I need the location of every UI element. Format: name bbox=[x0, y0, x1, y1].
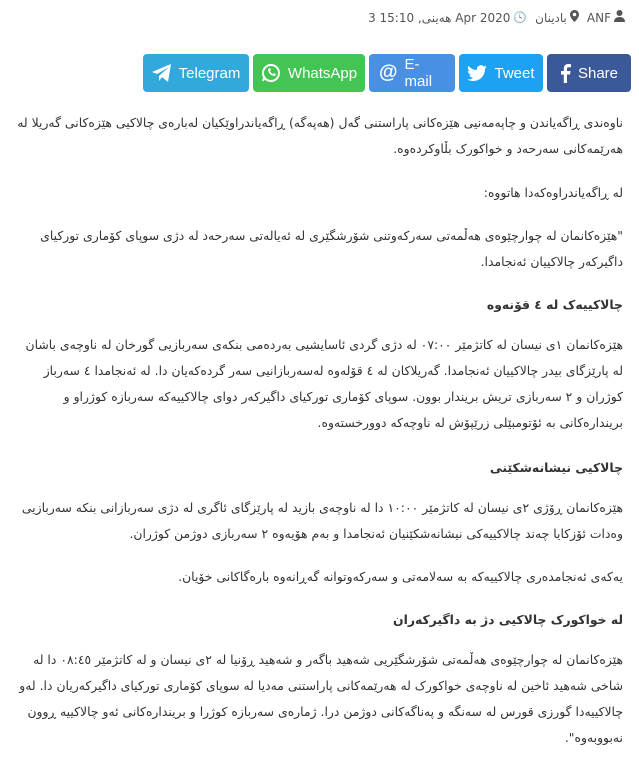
region-item bbox=[535, 10, 579, 25]
whatsapp-share-button[interactable] bbox=[253, 54, 365, 92]
region-text: بادینان bbox=[535, 10, 567, 25]
telegram-share-button[interactable] bbox=[143, 54, 249, 92]
share-bar bbox=[143, 54, 631, 92]
tweet-share-button[interactable] bbox=[459, 54, 543, 92]
facebook-share-button[interactable] bbox=[547, 54, 631, 92]
location-pin-icon bbox=[570, 10, 579, 25]
date-item bbox=[368, 11, 527, 25]
clock-icon: 🕓 bbox=[513, 11, 528, 24]
telegram-label: Telegram bbox=[178, 64, 241, 82]
whatsapp-icon bbox=[261, 63, 281, 83]
user-icon bbox=[614, 10, 625, 25]
facebook-icon bbox=[560, 64, 571, 83]
tweet-label: Tweet bbox=[494, 64, 535, 82]
date-text: 3 هەینی, 15:10 Apr 2020 bbox=[368, 10, 511, 25]
article-paragraph: یەکەی ئەنجامدەری چالاکییەکە بە سەلامەتی و سەرکەوتوانە گەڕانەوە بارەگاکانی خۆیان. bbox=[178, 569, 623, 584]
facebook-label: Share bbox=[577, 64, 619, 82]
whatsapp-label: WhatsApp bbox=[287, 64, 358, 82]
article-body bbox=[16, 110, 623, 764]
section-heading: چالاکییەک لە ٤ قۆنەوە bbox=[486, 297, 623, 312]
article-paragraph: "هێزەکانمان لە چوارچێوەی هەڵمەتی سەرکەوتنی شۆرشگێری لە ئەیالەتی سەرحەد لە دژی سوپای کۆماری تورکیای داگیرکەر چالاکییان ئەنجامدا. bbox=[40, 228, 623, 269]
article-paragraph: هێزەکانمان ڕۆژی ٢ی نیسان لە کاتژمێر ١٠:٠٠ دا لە ناوچەی بازید لە پارێزگای ئاگری لە دژی سەربازانی بنکە سەربازیی وەدات ئۆزکایا چەند چالاکییەکی نیشانەشکێنیان ئەنجامدا و بەم هۆیەوە ٢ سەربازی دوژمن کوژران. bbox=[21, 500, 623, 541]
email-label: E-mail bbox=[404, 56, 433, 90]
section-heading: چالاکیی نیشانەشکێنی bbox=[489, 460, 623, 475]
source-text: ANF bbox=[586, 10, 611, 25]
section-heading: لە خواکورک چالاکیی دژ بە داگیرکەران bbox=[393, 612, 623, 627]
article-meta bbox=[360, 10, 625, 25]
at-sign-icon: @ bbox=[379, 62, 398, 83]
source-item bbox=[587, 10, 625, 25]
telegram-icon bbox=[152, 64, 172, 82]
article-paragraph: هێزەکانمان لە چوارچێوەی هەڵمەتی شۆرشگێریی شەهید باگەر و شەهید ڕۆنیا لە ٢ی نیسان و لە کاتژمێر ٠٨:٤٥ دا لە شاخی شەهید ئاخین لە ناوچەی خواکورک لە هەرێمەکانی پاراستنی مەدیا لە سوپای کۆماری تورکیای داگیرکەریان دا. لەو چالاکییەدا گورزی قورس لە سەنگە و پەناگەکانی دوژمن درا. ژمارەی سەربازە کوژرا و بریندارەکانی ئەو چالاکییە ڕوون نەبووبەوە". bbox=[19, 652, 623, 745]
article-paragraph: لە ڕاگەیاندراوەکەدا هاتووە: bbox=[483, 185, 623, 200]
email-share-button[interactable] bbox=[369, 54, 455, 92]
article-paragraph: هێزەکانمان ١ی نیسان لە کاتژمێر ٠٧:٠٠ لە دژی گردی ئاسایشیی بەردەمی بنکەی سەربازیی گورخان لە ناوچەی باشان لە پارێزگای بیدر چالاکییان ئەنجامدا. گەریلاکان لە ٤ قۆلەوە لەسەربازانیی سەر گردەکەیان دا. لە ئەنجامدا ٤ سەرباز کوژران و ٢ سەربازی تریش بریندار بوون. سوپای کۆماری تورکیای داگیرکەر دوای چالاکییەکە سەربازە کوژراو و بریندارەکانی بە ئۆتومبێلی زرێپۆش لە ناوچەکە دوورخستەوە. bbox=[25, 337, 623, 430]
article-paragraph: ناوەندی ڕاگەیاندن و چاپەمەنیی هێزەکانی پاراستنی گەل (هەپەگە) ڕاگەیاندراوێکیان لەبارەی چالاکیی هێزەکانی گەریلا لە هەرێمەکانی سەرحەد و خواکورک بڵاوکردەوە. bbox=[17, 115, 623, 156]
twitter-bird-icon bbox=[467, 65, 487, 81]
